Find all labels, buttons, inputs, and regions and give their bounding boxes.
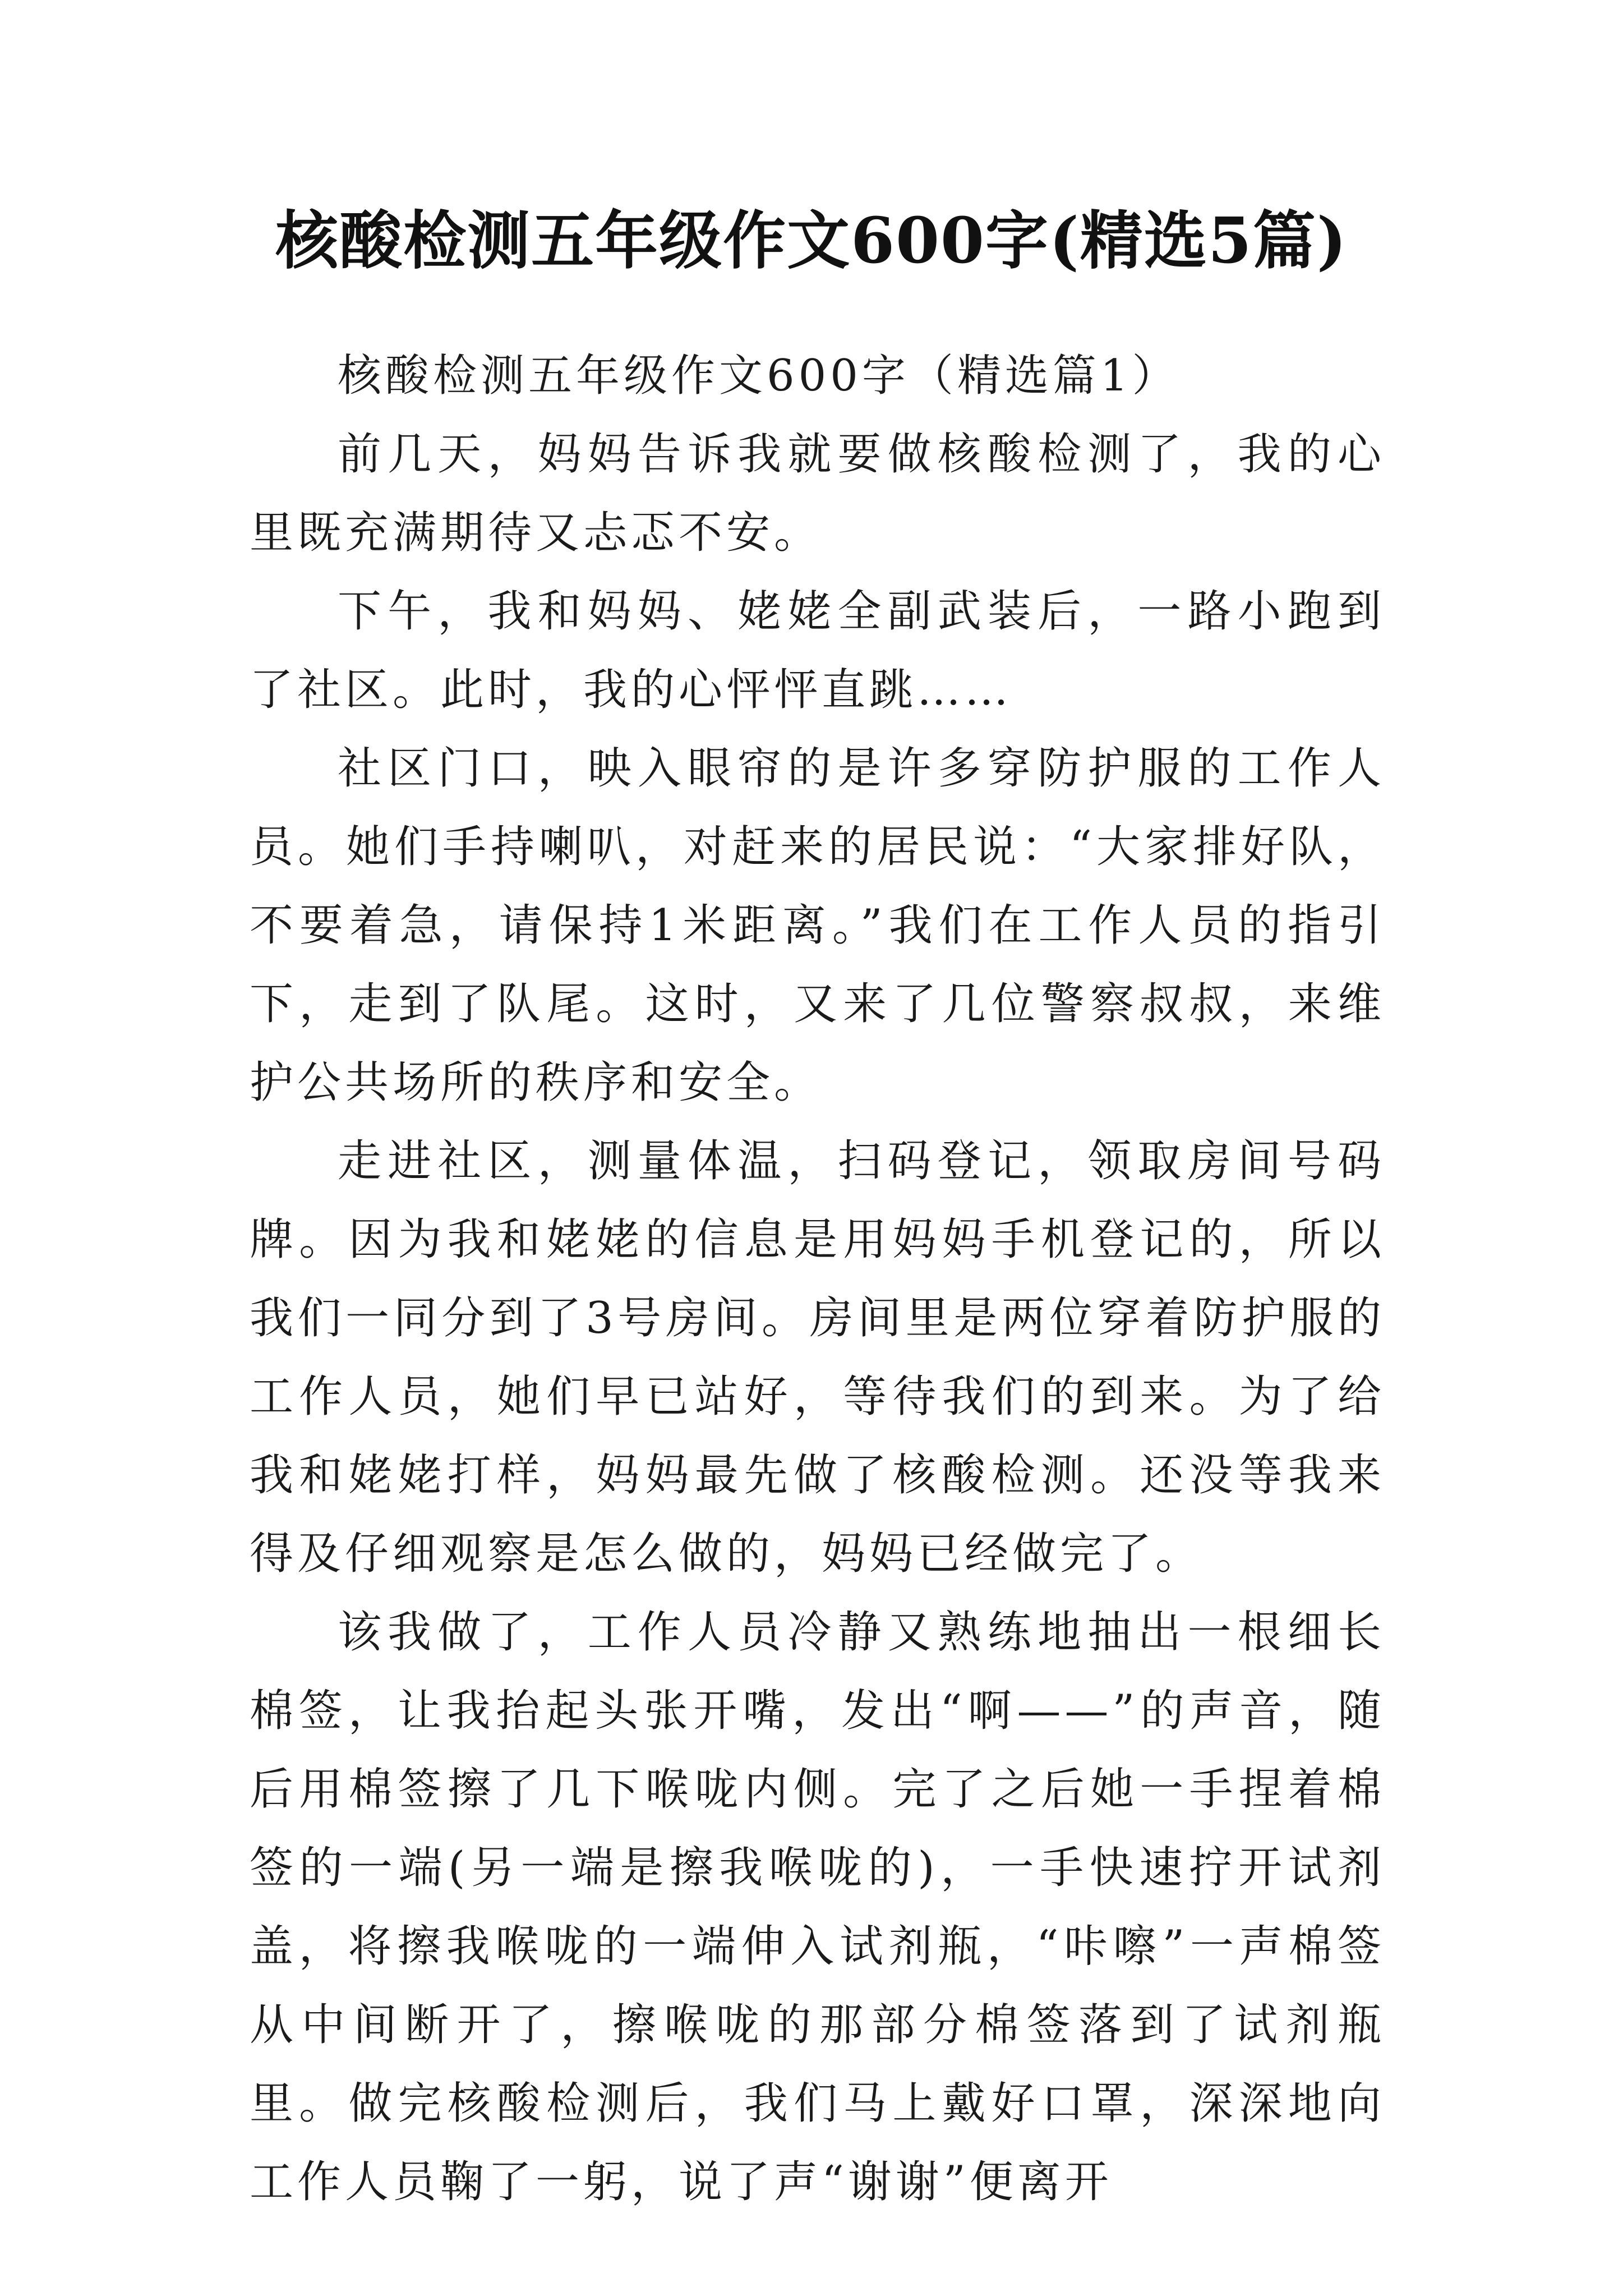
paragraph: 前几天，妈妈告诉我就要做核酸检测了，我的心里既充满期待又忐忑不安。 xyxy=(250,429,1385,558)
paragraph: 走进社区，测量体温，扫码登记，领取房间号码牌。因为我和姥姥的信息是用妈妈手机登记的，所以我们一同分到了3号房间。房间里是两位穿着防护服的工作人员，她们早已站好，等待我们的到来。为了给我和姥姥打样，妈妈最先做了核酸检测。还没等我来得及仔细观察是怎么做的，妈妈已经做完了。 xyxy=(250,1136,1385,1579)
section-heading: 核酸检测五年级作文600字（精选篇1） xyxy=(338,351,1180,401)
paragraph: 该我做了，工作人员冷静又熟练地抽出一根细长棉签，让我抬起头张开嘴，发出“啊——”的声音，随后用棉签擦了几下喉咙内侧。完了之后她一手捏着棉签的一端(另一端是擦我喉咙的)，一手快速拧开试剂盖，将擦我喉咙的一端伸入试剂瓶，“咔嚓”一声棉签从中间断开了，擦喉咙的那部分棉签落到了试剂瓶里。做完核酸检测后，我们马上戴好口罩，深深地向工作人员鞠了一躬，说了声“谢谢”便离开 xyxy=(250,1607,1385,2207)
paragraph: 社区门口，映入眼帘的是许多穿防护服的工作人员。她们手持喇叭，对赶来的居民说：“大家排好队，不要着急，请保持1米距离。”我们在工作人员的指引下，走到了队尾。这时，又来了几位警察叔叔，来维护公共场所的秩序和安全。 xyxy=(250,743,1385,1108)
document-title: 核酸检测五年级作文600字(精选5篇) xyxy=(275,204,1348,278)
paragraph: 下午，我和妈妈、姥姥全副武装后，一路小跑到了社区。此时，我的心怦怦直跳…… xyxy=(250,586,1385,715)
document-body xyxy=(250,337,1385,2221)
